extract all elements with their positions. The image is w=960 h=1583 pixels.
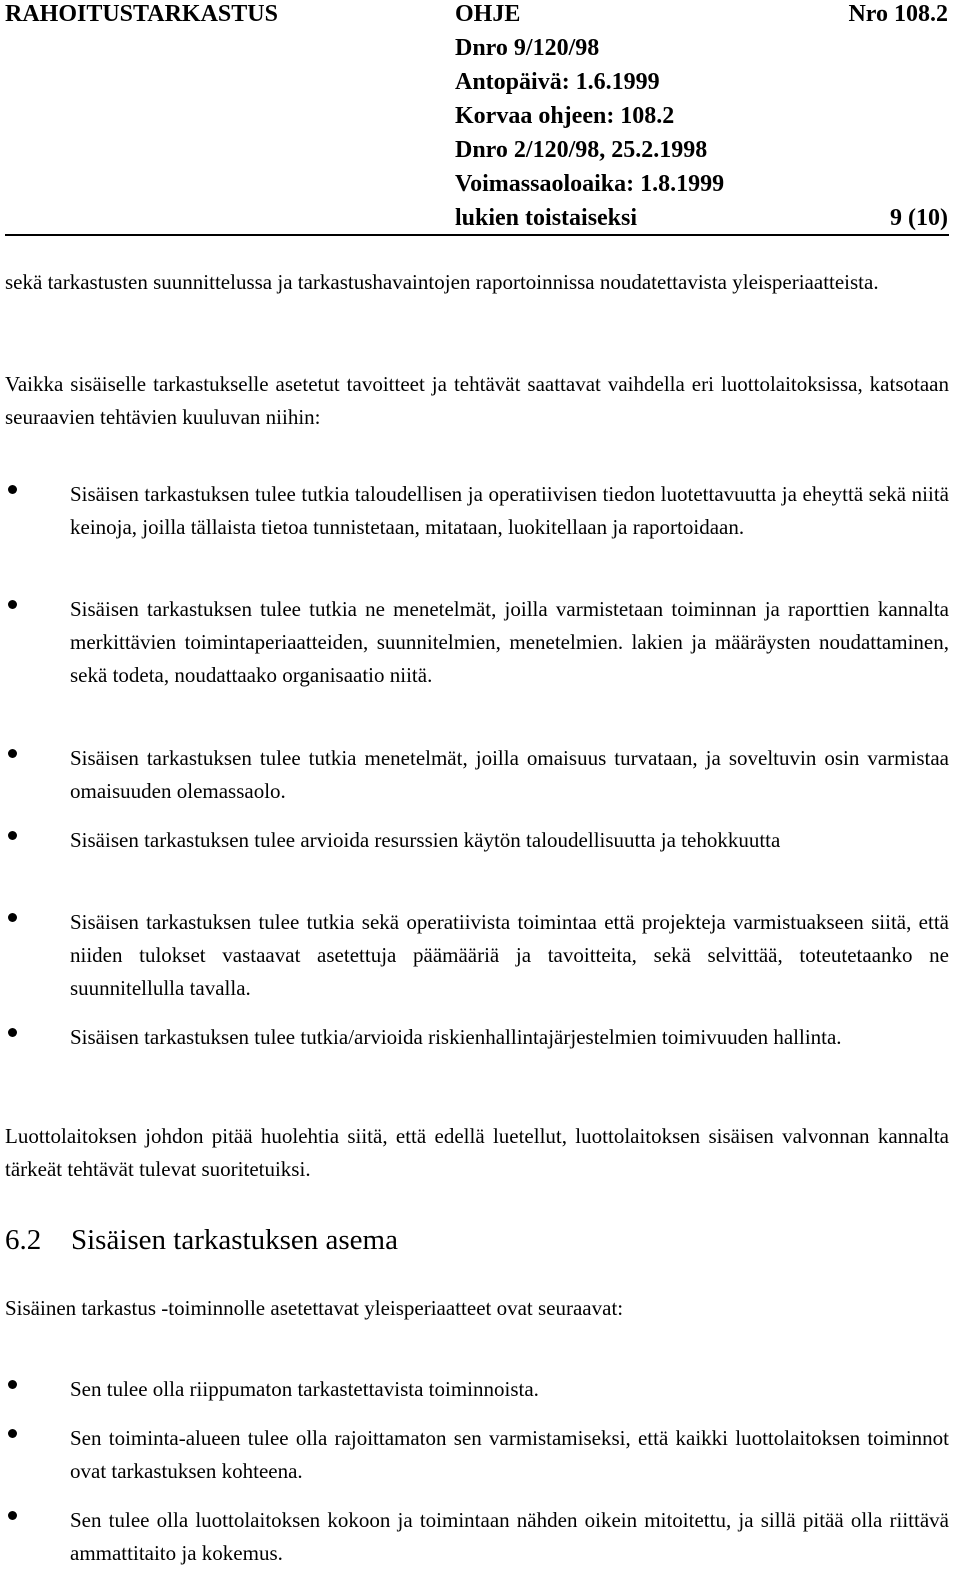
bullet-icon (8, 1511, 17, 1520)
list-item: Sisäisen tarkastuksen tulee arvioida resurssien käytön taloudellisuutta ja tehokkuutta (70, 828, 781, 852)
list-item: Sisäisen tarkastuksen tulee tutkia taloudellisen ja operatiivisen tiedon luotettavuutta ja eheyttä sekä niitä keinoja, joilla tällaista tietoa tunnistetaan, mitataan, luokitellaan ja raportoidaan. (70, 482, 949, 539)
bullet-icon (8, 1429, 17, 1438)
list-item: Sisäisen tarkastuksen tulee tutkia ne menetelmät, joilla varmistetaan toiminnan ja raporttien kannalta merkittävien toimintaperiaatteiden, suunnitelmien, menetelmien. lakien ja määräysten noudattaminen, sekä todeta, noudattaako organisaatio niitä. (70, 597, 949, 687)
document-type: OHJE (455, 1, 521, 27)
header-validity-cont: lukien toistaiseksi (455, 205, 638, 231)
section-number: 6.2 (5, 1224, 42, 1256)
bullet-icon (8, 749, 17, 758)
principles-intro-paragraph: Sisäinen tarkastus -toiminnolle asetettavat yleisperiaatteet ovat seuraavat: (5, 1296, 624, 1320)
list-item: Sen tulee olla riippumaton tarkastettavista toiminnoista. (70, 1377, 539, 1401)
bullet-icon (8, 1380, 17, 1389)
header-issue-date: Antopäivä: 1.6.1999 (455, 69, 660, 95)
page-number: 9 (10) (890, 205, 948, 231)
list-item: Sen tulee olla luottolaitoksen kokoon ja toimintaan nähden oikein mitoitettu, ja sillä pitää olla riittävä ammattitaito ja kokemus. (70, 1508, 949, 1565)
list-item: Sisäisen tarkastuksen tulee tutkia sekä operatiivista toimintaa että projekteja varmistuakseen siitä, että niiden tulokset vastaavat asetettuja päämääriä ja tavoitteita, sekä selvittää, toteutetaanko ne suunnitellulla tavalla. (70, 910, 949, 1000)
management-paragraph: Luottolaitoksen johdon pitää huolehtia siitä, että edellä luetellut, luottolaitoksen sisäisen valvonnan kannalta tärkeät tehtävät tulevat suoritetuiksi. (5, 1124, 949, 1181)
header-dnro: Dnro 9/120/98 (455, 35, 600, 61)
list-item: Sisäisen tarkastuksen tulee tutkia menetelmät, joilla omaisuus turvataan, ja soveltuvin osin varmistaa omaisuuden olemassaolo. (70, 746, 949, 803)
list-item: Sen toiminta-alueen tulee olla rajoittamaton sen varmistamiseksi, että kaikki luottolaitoksen toiminnot ovat tarkastuksen kohteena. (70, 1426, 949, 1483)
section-title: Sisäisen tarkastuksen asema (71, 1224, 398, 1256)
bullet-icon (8, 1028, 17, 1037)
header-replaces-dnro: Dnro 2/120/98, 25.2.1998 (455, 137, 708, 163)
bullet-icon (8, 600, 17, 609)
header-divider (5, 234, 949, 236)
section-heading (5, 1222, 398, 1258)
header-replaces: Korvaa ohjeen: 108.2 (455, 103, 675, 129)
bullet-icon (8, 485, 17, 494)
list-item: Sisäisen tarkastuksen tulee tutkia/arvioida riskienhallintajärjestelmien toimivuuden hallinta. (70, 1025, 842, 1049)
organization-name: RAHOITUSTARKASTUS (5, 1, 278, 27)
header-validity: Voimassaoloaika: 1.8.1999 (455, 171, 725, 197)
intro-paragraph: sekä tarkastusten suunnittelussa ja tarkastushavaintojen raportoinnissa noudatettavista yleisperiaatteista. (5, 270, 879, 294)
tasks-intro-paragraph: Vaikka sisäiselle tarkastukselle asetetut tavoitteet ja tehtävät saattavat vaihdella eri luottolaitoksissa, katsotaan seuraavien tehtävien kuuluvan niihin: (5, 372, 949, 429)
bullet-icon (8, 831, 17, 840)
document-number: Nro 108.2 (848, 1, 948, 27)
bullet-icon (8, 913, 17, 922)
